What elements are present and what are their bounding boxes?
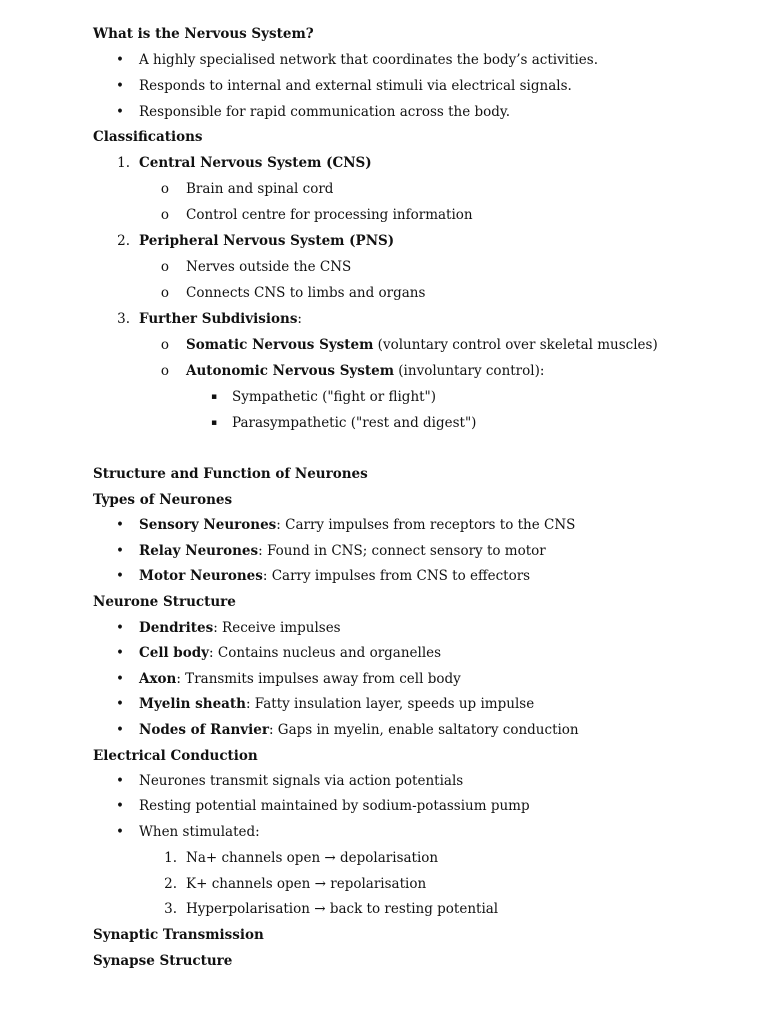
term: Motor Neurones xyxy=(139,568,263,584)
definition: (voluntary control over skeletal muscles) xyxy=(373,337,658,353)
sub-item-somatic xyxy=(186,337,658,354)
sub-item: Control centre for processing information xyxy=(186,207,473,223)
square-marker: ▪ xyxy=(210,392,218,402)
list-number: 2. xyxy=(117,233,130,249)
subdivisions-suffix: : xyxy=(297,311,302,327)
list-item xyxy=(139,671,461,688)
bullet-marker: • xyxy=(116,543,124,559)
heading-neurone-structure: Neurone Structure xyxy=(93,594,236,610)
definition: : Gaps in myelin, enable saltatory conduction xyxy=(268,722,579,738)
term: Cell body xyxy=(139,645,210,661)
list-item: A highly specialised network that coordinates the body’s activities. xyxy=(139,52,598,68)
bullet-marker: • xyxy=(116,696,124,712)
sub-marker: o xyxy=(160,285,170,301)
definition: : Carry impulses from receptors to the CNS xyxy=(276,517,576,533)
bullet-marker: • xyxy=(116,671,124,687)
heading-types-of-neurones: Types of Neurones xyxy=(93,492,233,508)
list-item xyxy=(139,696,534,713)
definition: : Carry impulses from CNS to effectors xyxy=(262,568,531,584)
heading-synaptic-transmission: Synaptic Transmission xyxy=(93,927,264,943)
list-number: 3. xyxy=(164,901,177,917)
sub-marker: o xyxy=(160,207,170,223)
list-item xyxy=(139,543,546,560)
list-item xyxy=(139,645,441,662)
list-item: Resting potential maintained by sodium-potassium pump xyxy=(139,798,530,814)
subdivisions-label: Further Subdivisions xyxy=(139,311,298,327)
heading-nervous-system: What is the Nervous System? xyxy=(93,26,314,42)
heading-classifications: Classifications xyxy=(93,129,203,145)
list-item-cns: Central Nervous System (CNS) xyxy=(139,155,372,171)
term: Sensory Neurones xyxy=(139,517,277,533)
list-item xyxy=(139,568,530,585)
bullet-marker: • xyxy=(116,620,124,636)
bullet-marker: • xyxy=(116,568,124,584)
step-item: Na+ channels open → depolarisation xyxy=(186,850,439,866)
subsub-item: Sympathetic ("fight or flight") xyxy=(232,389,437,405)
subsub-item: Parasympathetic ("rest and digest") xyxy=(232,415,477,431)
definition: : Found in CNS; connect sensory to motor xyxy=(258,543,546,559)
step-item: K+ channels open → repolarisation xyxy=(186,876,427,892)
list-number: 1. xyxy=(164,850,177,866)
definition: : Transmits impulses away from cell body xyxy=(176,671,461,687)
list-item: Responsible for rapid communication across the body. xyxy=(139,104,511,120)
sub-item: Connects CNS to limbs and organs xyxy=(186,285,426,301)
list-item-pns: Peripheral Nervous System (PNS) xyxy=(139,233,395,249)
bullet-marker: • xyxy=(116,517,124,533)
list-item xyxy=(139,722,579,739)
term: Somatic Nervous System xyxy=(186,337,374,353)
term: Myelin sheath xyxy=(139,696,246,712)
step-item: Hyperpolarisation → back to resting potential xyxy=(186,901,499,917)
definition: : Fatty insulation layer, speeds up impulse xyxy=(245,696,535,712)
bullet-marker: • xyxy=(116,104,124,120)
bullet-marker: • xyxy=(116,52,124,68)
term: Axon xyxy=(139,671,177,687)
sub-item-autonomic xyxy=(186,363,544,380)
term: Relay Neurones xyxy=(139,543,259,559)
definition: : Contains nucleus and organelles xyxy=(209,645,442,661)
list-item-subdivisions xyxy=(139,311,302,328)
sub-marker: o xyxy=(160,181,170,197)
bullet-marker: • xyxy=(116,78,124,94)
sub-marker: o xyxy=(160,259,170,275)
bullet-marker: • xyxy=(116,824,124,840)
bullet-marker: • xyxy=(116,798,124,814)
list-item: Responds to internal and external stimuli via electrical signals. xyxy=(139,78,572,94)
sub-marker: o xyxy=(160,337,170,353)
list-number: 2. xyxy=(164,876,177,892)
definition: : Receive impulses xyxy=(213,620,341,636)
definition: (involuntary control): xyxy=(394,363,545,379)
bullet-marker: • xyxy=(116,645,124,661)
term: Autonomic Nervous System xyxy=(186,363,394,379)
list-item: Neurones transmit signals via action potentials xyxy=(139,773,464,789)
bullet-marker: • xyxy=(116,773,124,789)
sub-marker: o xyxy=(160,363,170,379)
sub-item: Brain and spinal cord xyxy=(186,181,334,197)
list-item xyxy=(139,620,341,637)
term: Nodes of Ranvier xyxy=(139,722,269,738)
bullet-marker: • xyxy=(116,722,124,738)
heading-synapse-structure: Synapse Structure xyxy=(93,953,233,969)
list-item xyxy=(139,517,575,534)
term: Dendrites xyxy=(139,620,214,636)
list-number: 3. xyxy=(117,311,130,327)
list-item: When stimulated: xyxy=(139,824,260,840)
heading-neurones: Structure and Function of Neurones xyxy=(93,466,368,482)
sub-item: Nerves outside the CNS xyxy=(186,259,352,275)
square-marker: ▪ xyxy=(210,418,218,428)
list-number: 1. xyxy=(117,155,130,171)
heading-electrical-conduction: Electrical Conduction xyxy=(93,748,258,764)
